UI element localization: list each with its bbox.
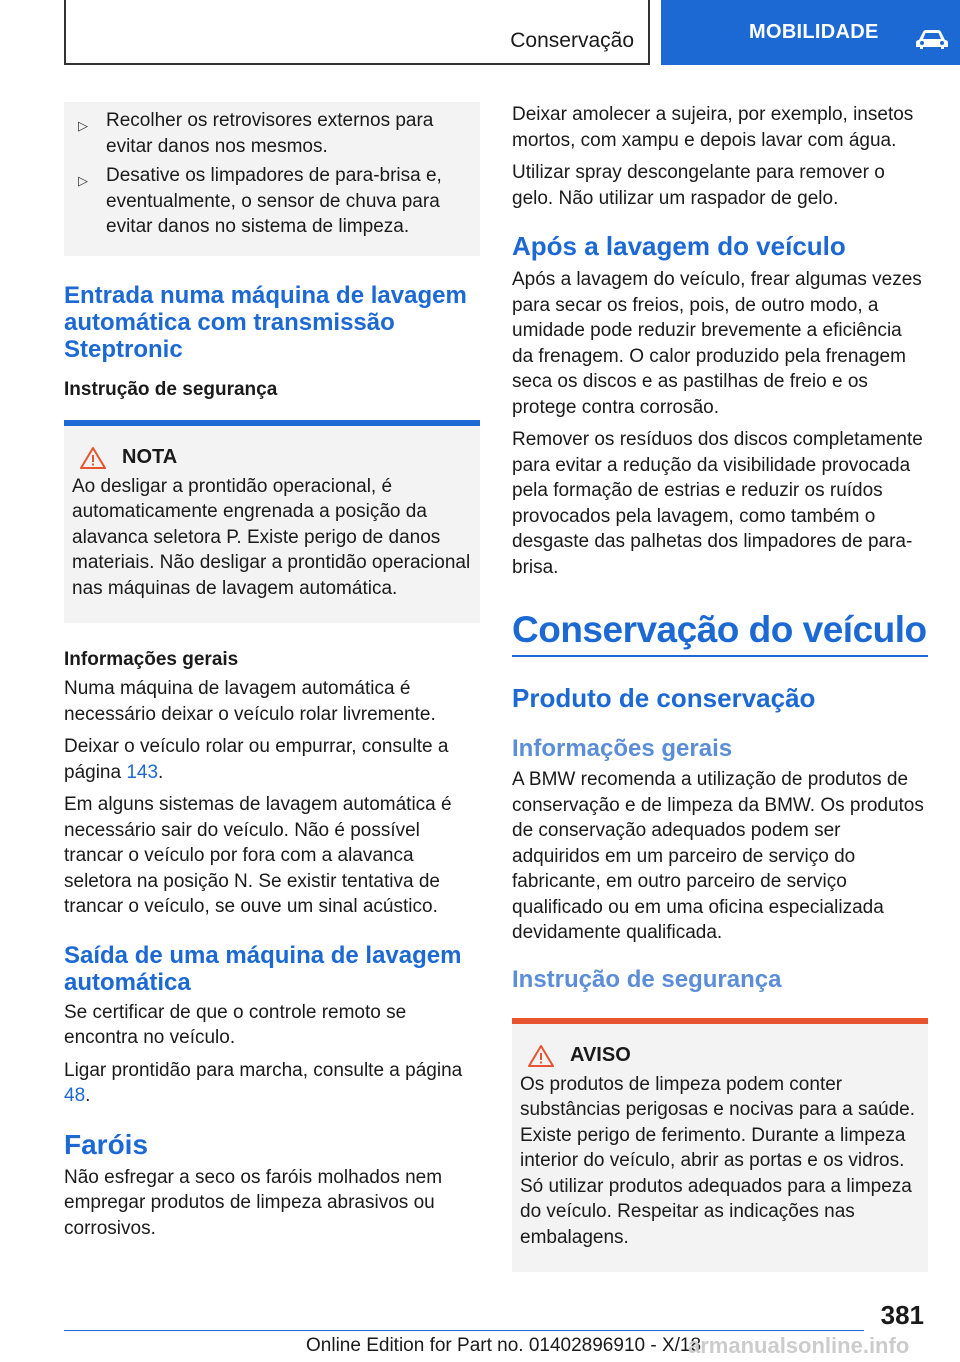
saida-paragraph: Ligar prontidão para marcha, consulte a página 48. — [64, 1059, 463, 1106]
apos-paragraph: Após a lavagem do veículo, frear algumas vezes para secar os freios, pois, de outro modo, a umidade pode reduzir brevemente a eficiência da frenagem. O calor produzido pela frenagem seca os discos e as pastilhas de freio e os protege contra corrosão. — [512, 269, 922, 418]
footer-watermark: armanualsonline.info — [688, 1333, 910, 1358]
warning-triangle-icon — [80, 446, 106, 470]
heading-rule — [512, 655, 928, 657]
info-paragraph: Numa máquina de lavagem automática é necessário deixar o veículo rolar livremente. — [64, 678, 436, 725]
list-item-text: Desative os limpadores de para-brisa e, eventualmente, o sensor de chuva para evitar danos no sistema de limpeza. — [106, 165, 442, 237]
heading-farois: Faróis — [64, 1128, 149, 1160]
car-icon — [915, 28, 949, 50]
triangle-bullet-icon: ▷ — [78, 173, 88, 188]
header-tab-mobilidade[interactable] — [661, 0, 960, 65]
page-link[interactable]: 48 — [64, 1085, 86, 1106]
heading-safety: Instrução de segurança — [512, 965, 782, 993]
warning-title: AVISO — [570, 1044, 631, 1066]
info-paragraph: A BMW recomenda a utilização de produtos de conservação e de limpeza da BMW. Os produtos de conservação adequados podem ser adquiridos em um parceiro de serviço do fabricante, em outro parceiro de serviço qualificado ou em uma oficina especializada devidamente qualificada. — [512, 769, 924, 943]
footer-rule — [64, 1330, 864, 1331]
right-column — [512, 102, 928, 1272]
list-item — [78, 163, 464, 240]
heading-entrada: Entrada numa máquina de lavagem automática com transmissão Steptronic — [64, 281, 467, 363]
notice-box — [64, 426, 480, 624]
heading-apos: Após a lavagem do veículo — [512, 231, 846, 261]
triangle-bullet-icon: ▷ — [78, 118, 88, 133]
info-paragraph: Deixar o veículo rolar ou empurrar, consulte a página 143. — [64, 736, 449, 783]
list-item-text: Recolher os retrovisores externos para evitar danos nos mesmos. — [106, 110, 434, 157]
header-section-box — [64, 0, 650, 65]
saida-paragraph: Se certificar de que o controle remoto se encontra no veículo. — [64, 1001, 407, 1048]
body-paragraph: Utilizar spray descongelante para remover o gelo. Não utilizar um raspador de gelo. — [512, 162, 885, 209]
warning-box — [512, 1024, 928, 1273]
notice-title: NOTA — [122, 446, 178, 468]
notice-text: Ao desligar a prontidão operacional, é automaticamente engrenada a posição da alavanca seletora P. Existe perigo de danos materiais. Não desligar a prontidão operacional nas máquinas de lavagem automática. — [72, 475, 471, 599]
info-paragraph: Em alguns sistemas de lavagem automática é necessário sair do veículo. Não é possível trancar o veículo por fora com a alavanca seletora na posição N. Se existir tentativa de trancar o veículo, se ouve um sinal acústico. — [64, 794, 452, 917]
heading-info: Informações gerais — [64, 649, 239, 670]
page-number: 381 — [880, 1300, 924, 1330]
header-section-title: Conservação — [510, 29, 634, 52]
heading-produto: Produto de conservação — [512, 683, 816, 713]
footer-edition: Online Edition for Part no. 01402896910 - X/18 — [306, 1335, 702, 1356]
heading-conservacao: Conservação do veículo — [512, 609, 927, 650]
apos-paragraph: Remover os resíduos dos discos completamente para evitar a redução da visibilidade provocada pela formação de estrias e reduzir os ruídos provocados pela lavagem, como também o desgaste das palhetas dos limpadores de para-brisa. — [512, 429, 923, 578]
heading-safety: Instrução de segurança — [64, 378, 278, 400]
heading-info-gerais: Informações gerais — [512, 735, 733, 762]
farois-paragraph: Não esfregar a seco os faróis molhados nem empregar produtos de limpeza abrasivos ou corrosivos. — [64, 1166, 443, 1239]
warning-triangle-icon — [528, 1044, 554, 1068]
header-tab-label: MOBILIDADE — [749, 21, 879, 43]
page-link[interactable]: 143 — [126, 761, 159, 783]
body-paragraph: Deixar amolecer a sujeira, por exemplo, insetos mortos, com xampu e depois lavar com água. — [512, 104, 914, 151]
warning-text: Os produtos de limpeza podem conter substâncias perigosas e nocivas para a saúde. Existe perigo de ferimento. Durante a limpeza interior do veículo, abrir as portas e os vidros. Só utilizar produtos adequados para a limpeza do veículo. Respeitar as indicações nas embalagens. — [520, 1073, 916, 1248]
precaution-list-box — [64, 102, 480, 256]
heading-saida: Saída de uma máquina de lavagem automática — [64, 941, 462, 996]
left-column — [64, 102, 480, 1248]
list-item — [78, 108, 464, 159]
